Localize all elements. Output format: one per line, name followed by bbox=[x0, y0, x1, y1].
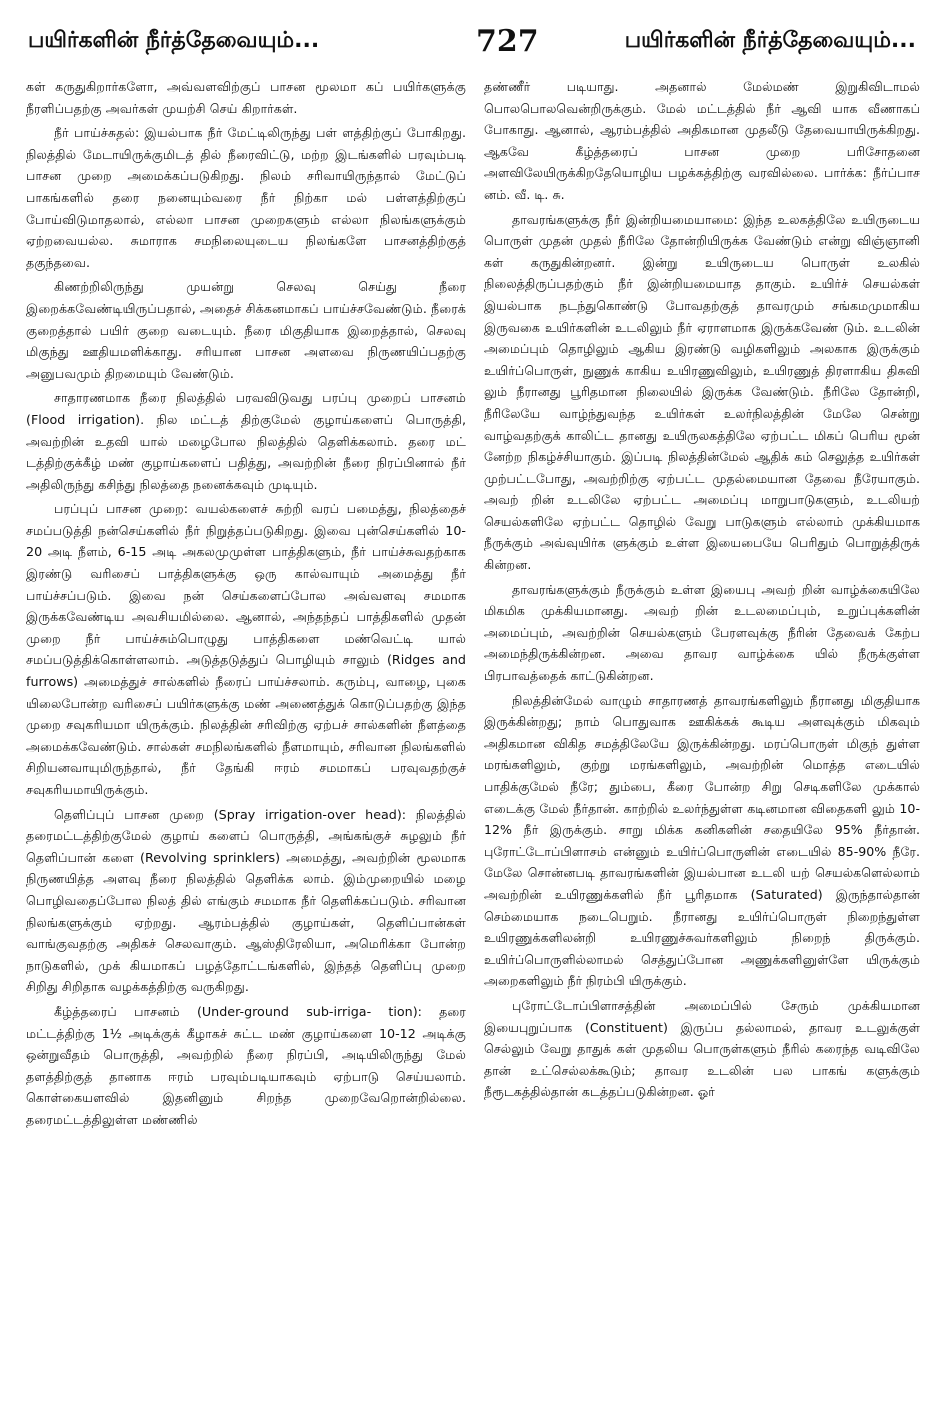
paragraph: புரோட்டோப்பிளாசத்தின் அமைப்பில் சேரும் முக்கியமான இயைபுறுப்பாக (Constituent) இருப்ப தல்லாமல், தாவர உடலுக்குள் செல்லும் வேறு தாதுக் கள் முதலிய பொருள்களும் நீரில் கரைந்த வடிவிலே தான் உட்செல்லக்கூடும்; தாவர உடலின் பல பாகங் களுக்கும் நீரூடகத்தில்தான் கடத்தப்படுகின்றன. ஓர் bbox=[484, 997, 920, 1100]
page-header bbox=[28, 24, 916, 68]
paragraph: தாவரங்களுக்கும் நீருக்கும் உள்ள இயைபு அவற் றின் வாழ்க்கையிலே மிகமிக முக்கியமானது. அவற் றின் உடலமைப்பும், உறுப்புக்களின் அமைப்பும், அவற்றின் செயல்களும் பேரளவுக்கு நீரின் தேவைக் கேற்ப அமைந்திருக்கின்றன. அவை தாவர வாழ்க்கை யில் நீருக்குள்ள பிரபாவத்தைக் காட்டுகின்றன. bbox=[484, 581, 920, 684]
left-column bbox=[26, 76, 466, 1406]
paragraph: தெளிப்புப் பாசன முறை (Spray irrigation-over head): நிலத்தில் தரைமட்டத்திற்குமேல் குழாய் களைப் பொருத்தி, அங்கங்குச் சுழலும் நீர் தெளிப்பான் களை (Revolving sprinklers) அமைத்து, அவற்றின் மூலமாக நிருணயித்த அளவு நீரை நிலத்தில் தெளிக்க லாம். இம்முறையில் மழை பொழிவதைப்போல நிலத் தில் எங்கும் சமமாக நீர் தெளிக்கப்படும். சரிவான நிலங்களுக்கும் ஏற்றது. ஆரம்பத்தில் குழாய்கள், தெளிப்பான்கள் வாங்குவதற்கு அதிகச் செலவாகும். ஆஸ்திரேலியா, அமெரிக்கா போன்ற நாடுகளில், முக் கியமாகப் பழத்தோட்டங்களில், இந்தத் தெளிப்பு முறை சிறிது சிறிதாக வழக்கத்திற்கு வருகிறது. bbox=[26, 806, 466, 995]
running-title-left: பயிர்களின் நீர்த்தேவையும்... bbox=[28, 28, 320, 53]
right-column bbox=[484, 76, 920, 1406]
paragraph: கிணற்றிலிருந்து முயன்று செலவு செய்து நீரை இறைக்கவேண்டியிருப்பதால், அதைச் சிக்கனமாகப் பாய்ச்சவேண்டும். நீரைக் குறைத்தால் பயிர் குறை வடையும். நீரை மிகுதியாக இறைத்தால், செலவு மிகுந்து ஊதியமளிக்காது. சரியான பாசன அளவை நிருணயிப்பதற்கு அனுபவமும் திறமையும் வேண்டும். bbox=[26, 279, 466, 381]
paragraph: தாவரங்களுக்கு நீர் இன்றியமையாமை: இந்த உலகத்திலே உயிருடைய பொருள் முதன் முதல் நீரிலே தோன்றியிருக்க வேண்டும் என்று விஞ்ஞானி கள் கருதுகின்றனர். இன்று உயிருடைய பொருள் உலகில் நிலைத்திருப்பதற்கும் நீர் இன்றியமையாத தாகும். உயிர்ச் செயல்கள் இயல்பாக நடந்துகொண்டு போவதற்குத் தாவரமும் சங்கமமுமாகிய இருவகை உயிர்களின் உடலிலும் நீர் ஏராளமாக இருக்கவேண் டும். உடலின் அமைப்பும் தொழிலும் ஆகிய இரண்டு வழிகளிலும் அலகாக இருக்கும் உயிர்ப்பொருள், நுணுக் காகிய உயிரணுவிலும், உயிரணுத் திரளாகிய திசுவி லும் நீரானது பூரிதமான நிலையில் இருக்க வேண்டும். நீரிலே தோன்றி, நீரிலேயே வாழ்ந்துவந்த உயிர்கள் உலர்நிலத்தின் மேலே சென்று வாழ்வதற்குக் காலிட்ட தானது உயிருலகத்திலே ஏற்பட்ட மிகப் பெரிய மூன் னேற்ற நிகழ்ச்சியாகும். இப்படி நிலத்தின்மேல் ஆதிக் கம் செலுத்த உயிர்கள் முற்பட்டபோது, அவற்றிற்கு ஏற்பட்ட முதல்மையான தேவை நீரேயாகும். அவற் றின் உடலிலே ஏற்பட்ட அமைப்பு மாறுபாடுகளும், உடலியற் செயல்களிலே ஏற்பட்ட தொழில் வேறு பாடுகளும் எல்லாம் முக்கியமாக நீருக்கும் அவ்வுயிர்க ளுக்கும் உள்ள இயைபையே பெரிதும் பொறுத்திருக் கின்றன. bbox=[484, 211, 920, 573]
paragraph: சாதாரணமாக நீரை நிலத்தில் பரவவிடுவது பரப்பு முறைப் பாசனம் (Flood irrigation). நில மட்டத் திற்குமேல் குழாய்களைப் பொருத்தி, அவற்றின் உதவி யால் மழைபோல நிலத்தில் தெளிக்கலாம். தரை மட் டத்திற்குக்கீழ் மண் குழாய்களைப் பதித்து, அவற்றின் நீரை நிரப்பினால் நீர் அதிலிருந்து கசிந்து நிலத்தை நனைக்கவும் முடியும். bbox=[26, 390, 466, 492]
page-number: 727 bbox=[476, 24, 539, 59]
running-title-right: பயிர்களின் நீர்த்தேவையும்... bbox=[624, 28, 916, 53]
paragraph: பரப்புப் பாசன முறை: வயல்களைச் சுற்றி வரப் பமைத்து, நிலத்தைச் சமப்படுத்தி நன்செய்களில் நீர் நிறுத்தப்படுகிறது. இவை புன்செய்களில் 10-20 அடி நீளம், 6-15 அடி அகலமுமுள்ள பாத்திகளும், நீர் பாய்ச்சுவதற்காக இரண்டு வரிசைப் பாத்திகளுக்கு ஒரு கால்வாயும் அமைத்து நீர் பாய்ச்சப்படும். இவை நன் செய்களைப்போல அவ்வளவு சமமாக இருக்கவேண்டிய அவசியமில்லை. ஆனால், அந்தந்தப் பாத்திகளில் முதன் முறை நீர் பாய்ச்சும்பொழுது பாத்திகளை மண்வெட்டி யால் சமப்படுத்திக்கொள்ளலாம். அடுத்தடுத்துப் பொழியும் சாலும் (Ridges and furrows) அமைத்துச் சால்களில் நீரைப் பாய்ச்சலாம். கரும்பு, வாழை, புகை யிலைபோன்ற வரிசைப் பயிர்களுக்கு மண் அணைத்துக் கொடுப்பதற்கு இந்த முறை சவுகரியமா யிருக்கும். நிலத்தின் சரிவிற்கு ஏற்பச் சால்களின் நீளத்தை அமைக்கவேண்டும். சால்கள் சமநிலங்களில் நீளமாயும், சரிவான நிலங்களில் சிறியனவாயுமிருந்தால், நீர் தேங்கி ஈரம் சமமாகப் பரவுவதற்குச் சவுகரியமாயிருக்கும். bbox=[26, 501, 466, 797]
paragraph: கள் கருதுகிறார்களோ, அவ்வளவிற்குப் பாசன மூலமா கப் பயிர்களுக்கு நீரளிப்பதற்கு அவர்கள் முயற்சி செய் கிறார்கள். bbox=[26, 79, 466, 116]
paragraph: நீர் பாய்ச்சுதல்: இயல்பாக நீர் மேட்டிலிருந்து பள் ளத்திற்குப் போகிறது. நிலத்தில் மேடாயிருக்குமிடத் தில் நீரைவிட்டு, மற்ற இடங்களில் பரவும்படி பாசன முறை அமைக்கப்படுகிறது. நிலம் சரிவாயிருந்தால் மேட்டுப் பாகங்களில் தரை நனையும்வரை நீர் நிற்கா மல் பள்ளத்திற்குப் போய்விடுமாதலால், எல்லா பாசன முறைகளும் எல்லா நிலங்களுக்கும் ஏற்றவையல்ல. சுமாராக சமநிலையுடைய நிலங்களே பாசனத்திற்குத் தகுந்தவை. bbox=[26, 125, 466, 270]
paragraph: தண்ணீர் படியாது. அதனால் மேல்மண் இறுகிவிடாமல் பொலபொலவென்றிருக்கும். மேல் மட்டத்தில் நீர் ஆவி யாக வீணாகப் போகாது. ஆனால், ஆரம்பத்தில் அதிகமான முதலீடு தேவையாயிருக்கிறது. ஆகவே கீழ்த்தரைப் பாசன முறை பரிசோதனை அளவிலேயிருக்கிறதேயொழிய பழக்கத்திற்கு வரவில்லை. பார்க்க: நீர்ப்பாச னம். வீ. டி. சு. bbox=[484, 79, 920, 202]
paragraph: கீழ்த்தரைப் பாசனம் (Under-ground sub-irriga- tion): தரை மட்டத்திற்கு 1½ அடிக்குக் கீழாகச் சுட்ட மண் குழாய்களை 10-12 அடிக்கு ஒன்றுவீதம் பொருத்தி, அவற்றில் நீரை நிரப்பி, அடியிலிருந்து மேல் தளத்திற்குத் தானாக ஈரம் பரவும்படியாகவும் ஏற்பாடு செய்யலாம். கொள்கையளவில் இதனினும் சிறந்த முறைவேறொன்றில்லை. தரைமட்டத்திலுள்ள மண்ணில் bbox=[26, 1003, 466, 1127]
paragraph: நிலத்தின்மேல் வாழும் சாதாரணத் தாவரங்களிலும் நீரானது மிகுதியாக இருக்கின்றது; நாம் பொதுவாக ஊகிக்கக் கூடிய அளவுக்கும் மிகவும் அதிகமான விகித சமத்திலேயே இருக்கின்றது. மரப்பொருள் மிகுந் துள்ள மரங்களிலும், குற்று மரங்களிலும், அவற்றின் மொத்த எடையில் பாதிக்குமேல் நீரே; தும்பை, கீரை போன்ற சிறு செடிகளிலே முக்கால் எடைக்கு மேல் நீர்தான். காற்றில் உலர்ந்துள்ள கடினமான விதைகளி லும் 10-12% நீர் இருக்கும். சாறு மிக்க கனிகளின் சதையிலே 95% நீர்தான். புரோட்டோப்பிளாசம் என்னும் உயிர்ப்பொருளின் எடையில் 85-90% நீரே. மேலே சொன்னபடி தாவரங்களின் இயல்பான உடலி யற் செயல்களெல்லாம் அவற்றின் உயிரணுக்களில் நீர் பூரிதமாக (Saturated) இருந்தால்தான் செம்மையாக நடைபெறும். நீரானது உயிர்ப்பொருள் நிறைந்துள்ள உயிரணுக்களிலன்றி உயிரணுச்சுவர்களிலும் நிறைந் திருக்கும். உயிர்ப்பொருளில்லாமல் செத்துப்போன அணுக்களினுள்ளே யிருக்கும் அறைகளிலும் நீர் நிரம்பி யிருக்கும். bbox=[484, 692, 920, 989]
